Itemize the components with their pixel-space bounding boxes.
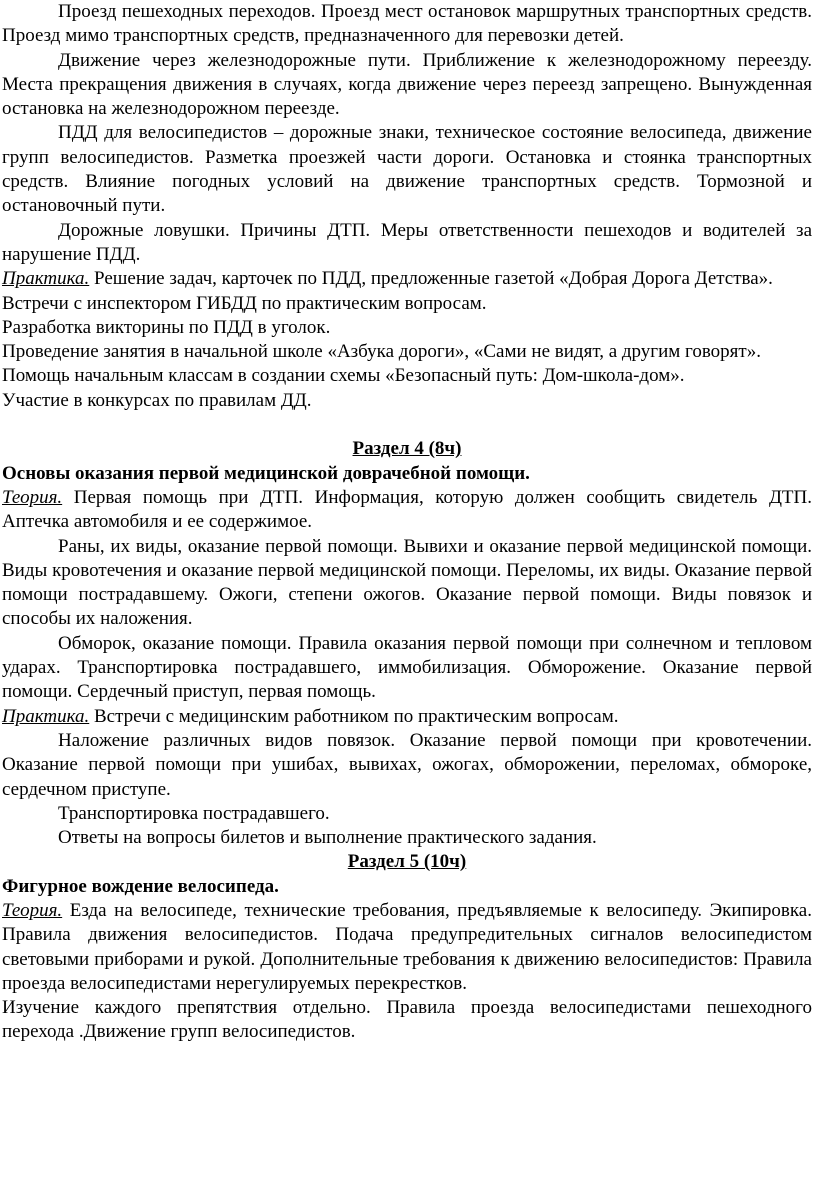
section-5-title: Раздел 5 (10ч): [347, 851, 467, 873]
practice-label: Практика.: [2, 268, 90, 290]
section-4-bandages: Наложение различных видов повязок. Оказание первой помощи при кровотечении. Оказание первой помощи при ушибах, вывихах, ожогах, обморожении, переломах, обмороке, сердечном приступе.: [2, 729, 812, 800]
section-4-theory: [2, 486, 812, 535]
paragraph-pedestrian-crossings: Проезд пешеходных переходов. Проезд мест остановок маршрутных транспортных средств. Проезд мимо транспортных средств, предназначенного для перевозки детей.: [2, 1, 812, 47]
section-5-theory: [2, 899, 812, 996]
practice-label: Практика.: [2, 705, 90, 727]
section-4-tickets: Ответы на вопросы билетов и выполнение практического задания.: [58, 827, 597, 849]
section-4-transport: Транспортировка пострадавшего.: [58, 802, 330, 824]
section-5-subtitle: Фигурное вождение велосипеда.: [2, 875, 279, 897]
section-4-heading: [2, 437, 812, 461]
paragraph-railway-crossings: Движение через железнодорожные пути. Приближение к железнодорожному переезду. Места прекращения движения в случаях, когда движение через переезд запрещено. Вынужденная остановка на железнодорожном переезде.: [2, 49, 812, 120]
section-4-wounds: Раны, их виды, оказание первой помощи. Вывихи и оказание первой медицинской помощи. Виды кровотечения и оказание первой медицинской помощи. Переломы, их виды. Оказание первой помощи пострадавшему. Ожоги, степени ожогов. Оказание первой помощи. Виды повязок и способы их наложения.: [2, 535, 812, 630]
paragraph-contests: Участие в конкурсах по правилам ДД.: [2, 389, 312, 411]
section-4-title: Раздел 4 (8ч): [352, 438, 462, 460]
theory-label: Теория.: [2, 486, 63, 508]
section-5-heading: [2, 850, 812, 874]
practice-text: Решение задач, карточек по ПДД, предложенные газетой «Добрая Дорога Детства».: [89, 268, 773, 290]
section-4-practice: [2, 705, 812, 729]
paragraph-primary-school-lesson: Проведение занятия в начальной школе «Азбука дороги», «Сами не видят, а другим говорят».: [2, 341, 761, 363]
paragraph-practice-tasks: [2, 267, 812, 291]
practice-text: Встречи с медицинским работником по практическим вопросам.: [89, 705, 619, 727]
paragraph-quiz: Разработка викторины по ПДД в уголок.: [2, 316, 331, 338]
spacer: [2, 413, 812, 437]
section-5-obstacles: Изучение каждого препятствия отдельно. Правила проезда велосипедистами пешеходного перехода .Движение групп велосипедистов.: [2, 997, 812, 1043]
section-4-subtitle: Основы оказания первой медицинской доврачебной помощи.: [2, 462, 530, 484]
theory-text: Езда на велосипеде, технические требования, предъявляемые к велосипеду. Экипировка. Правила движения велосипедистов. Подача предупредительных сигналов велосипедистом световыми приборами и рукой. Дополнительные требования к движению велосипедистов: Правила проезда велосипедистами нерегулируемых перекрестков.: [2, 899, 812, 994]
paragraph-cyclist-rules: ПДД для велосипедистов – дорожные знаки, техническое состояние велосипеда, движение групп велосипедистов. Разметка проезжей части дороги. Остановка и стоянка транспортных средств. Влияние погодных условий на движение транспортных средств. Тормозной и остановочный пути.: [2, 122, 812, 217]
theory-text: Первая помощь при ДТП. Информация, которую должен сообщить свидетель ДТП. Аптечка автомобиля и ее содержимое.: [2, 486, 812, 533]
section-4-fainting: Обморок, оказание помощи. Правила оказания первой помощи при солнечном и тепловом ударах. Транспортировка пострадавшего, иммобилизация. Обморожение. Оказание первой помощи. Сердечный приступ, первая помощь.: [2, 632, 812, 703]
theory-label: Теория.: [2, 899, 63, 921]
paragraph-inspector-meetings: Встречи с инспектором ГИБДД по практическим вопросам.: [2, 292, 487, 314]
paragraph-safe-route-scheme: Помощь начальным классам в создании схемы «Безопасный путь: Дом-школа-дом».: [2, 365, 685, 387]
paragraph-road-traps: Дорожные ловушки. Причины ДТП. Меры ответственности пешеходов и водителей за нарушение ПДД.: [2, 219, 812, 265]
